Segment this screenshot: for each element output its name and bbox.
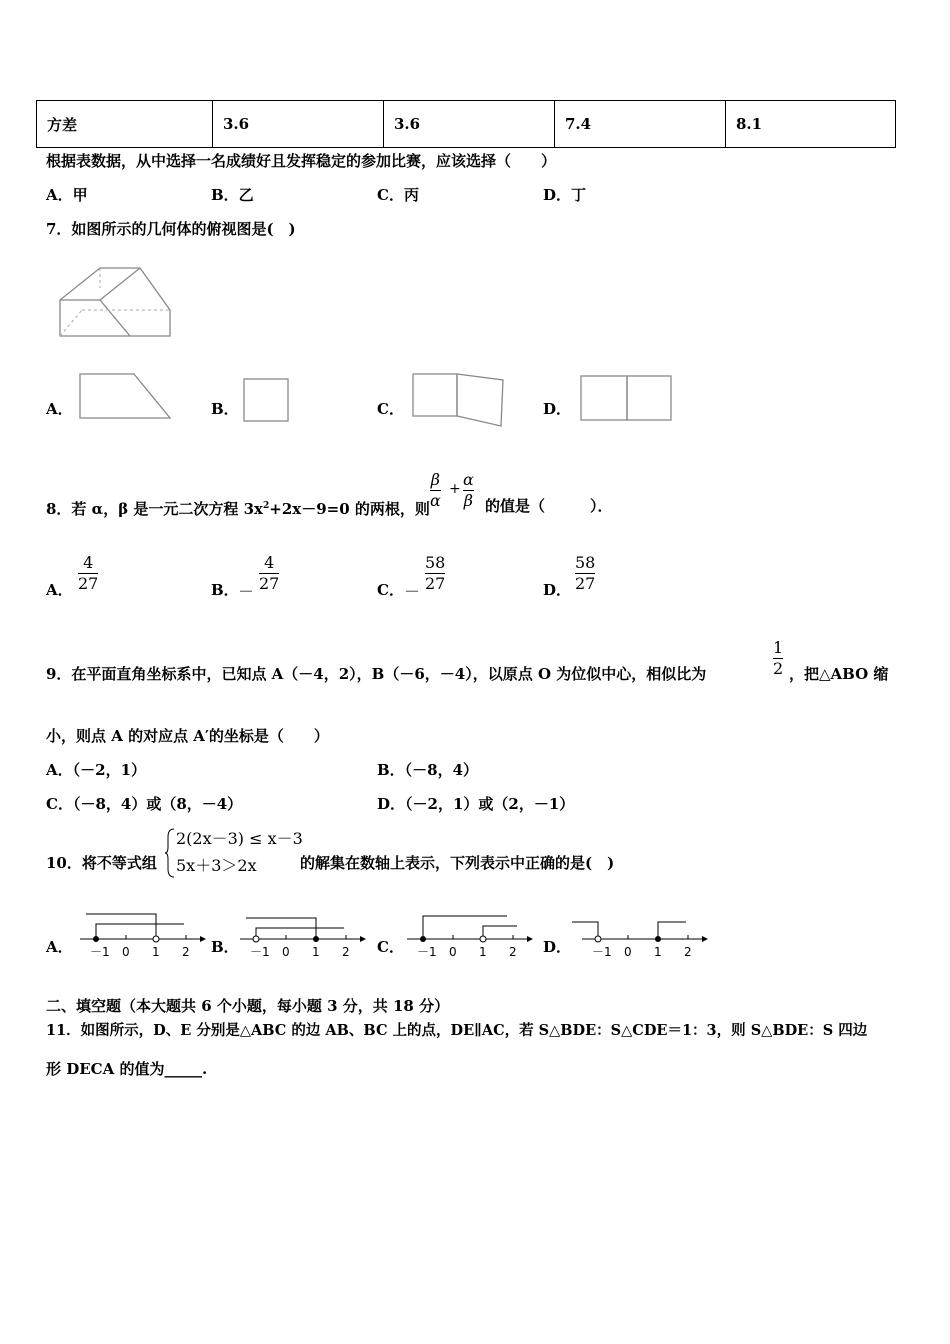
q6-question: 根据表数据，从中选择一名成绩好且发挥稳定的参加比赛，应该选择（ ） (46, 152, 557, 170)
q8-option-d-label[interactable]: D． (543, 581, 572, 599)
tick-label: 1 (152, 945, 160, 959)
q8-option-c-frac[interactable] (425, 553, 445, 594)
q8-expr-d1: α (430, 491, 441, 510)
q8-option-c-label[interactable]: C． (377, 581, 404, 599)
q10-option-d-numberline[interactable] (568, 906, 708, 962)
q7-question: 7．如图所示的几何体的俯视图是( ) (46, 220, 296, 238)
q10-suffix: 的解集在数轴上表示，下列表示中正确的是( ) (300, 854, 615, 872)
q7-option-c-figure[interactable] (409, 370, 509, 430)
q7-option-d-label[interactable]: D． (543, 400, 572, 418)
q8-option-a-frac[interactable] (78, 553, 98, 594)
q9-option-d[interactable]: D．（－2，1）或（2，－1） (377, 795, 575, 813)
q10-option-a-numberline[interactable] (76, 906, 206, 962)
q11-line2: 形 DECA 的值为_____. (46, 1060, 208, 1078)
q8-option-b-den: 27 (259, 574, 280, 593)
q8-option-b-frac[interactable] (259, 553, 279, 594)
q6-option-a[interactable]: A．甲 (46, 186, 88, 204)
q8-option-b-num: 4 (264, 553, 275, 572)
tick-label: 0 (449, 945, 457, 959)
q9-line1-end: ，把△ABO 缩 (789, 665, 889, 683)
table-cell: 3.6 (384, 101, 555, 148)
q8-option-a-label[interactable]: A． (46, 581, 73, 599)
q8-expr-plus: + (449, 481, 461, 497)
tick-label: 2 (342, 945, 350, 959)
tick-label: 2 (684, 945, 692, 959)
tick-label: 1 (312, 945, 320, 959)
section-heading: 二、填空题（本大题共 6 个小题，每小题 3 分，共 18 分） (46, 997, 450, 1015)
tick-label: 0 (624, 945, 632, 959)
q8-prefix: 8．若 α，β 是一元二次方程 3x (46, 500, 263, 518)
q11-line1: 11．如图所示，D、E 分别是△ABC 的边 AB、BC 上的点，DE∥AC，若 S△BDE：S△CDE＝1：3，则 S△BDE：S 四边 (46, 1022, 868, 1039)
q10-ineq2: 5x＋3＞2x (176, 856, 257, 875)
q10-option-b-numberline[interactable] (236, 906, 366, 962)
q8-expr-frac2 (463, 470, 474, 511)
q7-solid-figure (52, 258, 174, 342)
q6-option-c[interactable]: C．丙 (377, 186, 419, 204)
q10-brace (164, 827, 176, 879)
tick-label: －1 (250, 945, 270, 959)
q9-ratio-num: 1 (773, 638, 784, 657)
q9-line1: 9．在平面直角坐标系中，已知点 A（－4，2），B（－6，－4），以原点 O 为位似中心，相似比为 (46, 665, 707, 683)
q9-option-a[interactable]: A．（－2，1） (46, 761, 147, 779)
q10-option-c-label[interactable]: C． (377, 938, 404, 956)
tick-label: －1 (592, 945, 612, 959)
q10-option-a-label[interactable]: A． (46, 938, 73, 956)
q8-option-c-num: 58 (425, 553, 446, 572)
tick-label: 1 (654, 945, 662, 959)
q7-option-c-label[interactable]: C． (377, 400, 404, 418)
q8-expr-n1: β (430, 470, 441, 489)
tick-label: 0 (122, 945, 130, 959)
q8-option-b-label[interactable]: B． (211, 581, 239, 599)
tick-label: －1 (90, 945, 110, 959)
q8-option-c-den: 27 (425, 574, 446, 593)
q9-option-c[interactable]: C．（－8，4）或（8，－4） (46, 795, 243, 813)
q8-option-d-frac[interactable] (575, 553, 595, 594)
q10-ineq1: 2(2x－3) ≤ x－3 (176, 829, 303, 848)
q8-option-d-num: 58 (575, 553, 596, 572)
q9-ratio (773, 638, 783, 679)
q10-prefix: 10．将不等式组 (46, 854, 157, 872)
q8-option-d-den: 27 (575, 574, 596, 593)
q9-line2: 小，则点 A 的对应点 A′的坐标是（ ） (46, 727, 329, 745)
q9-ratio-den: 2 (773, 659, 784, 678)
tick-label: 2 (182, 945, 190, 959)
q6-option-b[interactable]: B．乙 (211, 186, 254, 204)
table-cell: 7.4 (555, 101, 726, 148)
q8-middle: +2x－9=0 的两根，则 (269, 500, 430, 518)
q8-option-c-sign: － (404, 582, 421, 601)
q8-expr-n2: α (463, 470, 474, 489)
tick-label: －1 (417, 945, 437, 959)
table-row (37, 101, 896, 148)
q8-option-a-den: 27 (78, 574, 99, 593)
q8-question (46, 496, 430, 519)
tick-label: 0 (282, 945, 290, 959)
q9-option-b[interactable]: B．（－8，4） (377, 761, 479, 779)
q7-option-b-label[interactable]: B． (211, 400, 239, 418)
tick-label: 2 (509, 945, 517, 959)
q10-option-b-label[interactable]: B． (211, 938, 239, 956)
q8-option-b-sign: － (238, 582, 255, 601)
q8-sup: 2 (263, 501, 270, 511)
tick-label: 1 (479, 945, 487, 959)
q8-expr-frac1 (430, 470, 441, 511)
table-cell: 8.1 (726, 101, 896, 148)
q7-option-a-label[interactable]: A． (46, 400, 73, 418)
q10-option-c-numberline[interactable] (403, 906, 533, 962)
q7-option-d-figure[interactable] (577, 372, 677, 424)
variance-table (36, 100, 896, 148)
table-cell: 方差 (37, 101, 213, 148)
q7-option-a-figure[interactable] (76, 370, 176, 422)
q8-option-a-num: 4 (83, 553, 94, 572)
q7-option-b-figure[interactable] (240, 375, 294, 425)
q6-option-d[interactable]: D．丁 (543, 186, 587, 204)
table-cell: 3.6 (213, 101, 384, 148)
q8-expr-d2: β (463, 491, 474, 510)
q8-suffix: 的值是（ ）． (485, 497, 613, 515)
q10-option-d-label[interactable]: D． (543, 938, 572, 956)
